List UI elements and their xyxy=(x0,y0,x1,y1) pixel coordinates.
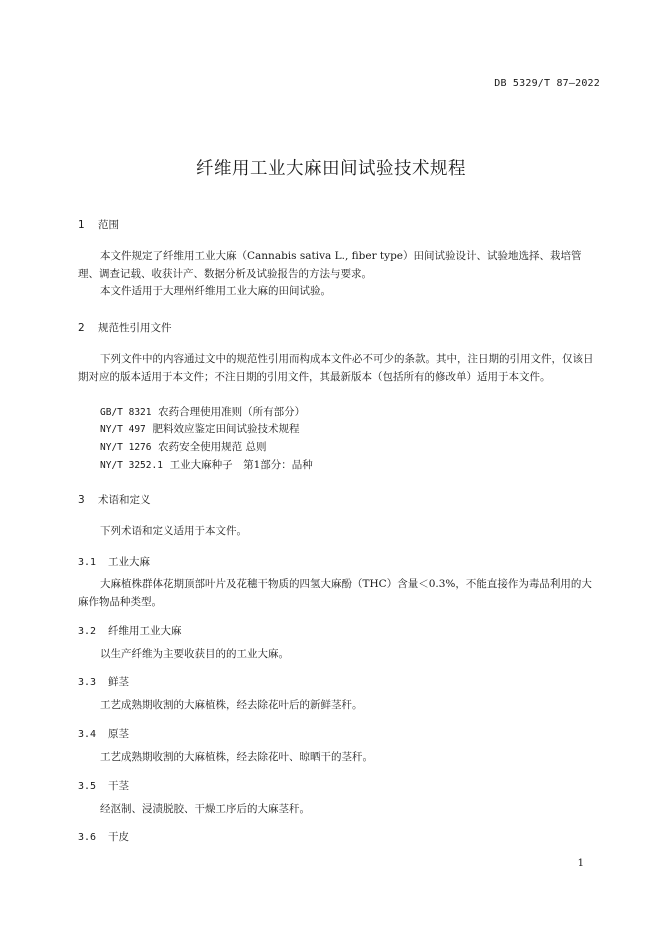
definition-text: 大麻植株群体花期顶部叶片及花穗干物质的四氢大麻酚（THC）含量＜0.3%，不能直接作为毒品利用的大麻作物品种类型。 xyxy=(78,578,592,608)
section-1-heading xyxy=(78,217,119,232)
term-number: 3.3 xyxy=(78,677,97,688)
paragraph-text: 下列术语和定义适用于本文件。 xyxy=(100,525,247,537)
section-3-heading xyxy=(78,492,151,507)
term-number: 3.2 xyxy=(78,626,97,637)
reference-title: 肥料效应鉴定田间试验技术规程 xyxy=(152,423,300,435)
page-number: 1 xyxy=(577,858,584,869)
term-heading xyxy=(78,623,182,638)
section-3-paragraph-1 xyxy=(78,523,600,541)
term-definition xyxy=(78,576,600,611)
section-1-paragraph-1 xyxy=(78,248,600,283)
reference-title: 农药安全使用规范 总则 xyxy=(158,441,267,453)
term-heading xyxy=(78,726,129,741)
reference-title: 农药合理使用准则（所有部分） xyxy=(158,406,306,418)
reference-title: 工业大麻种子 第1部分：品种 xyxy=(169,459,313,471)
term-number: 3.4 xyxy=(78,729,97,740)
term-heading xyxy=(78,674,129,689)
section-2-paragraph-1 xyxy=(78,351,600,386)
term-definition xyxy=(78,801,600,819)
reference-code: GB/T 8321 xyxy=(100,407,152,418)
definition-text: 以生产纤维为主要收获目的的工业大麻。 xyxy=(100,648,289,660)
term-name: 工业大麻 xyxy=(108,556,150,568)
term-number: 3.1 xyxy=(78,557,97,568)
section-number: 3 xyxy=(78,494,85,506)
term-name: 纤维用工业大麻 xyxy=(108,625,182,637)
term-number: 3.5 xyxy=(78,781,97,792)
section-title: 规范性引用文件 xyxy=(98,322,172,334)
standard-number: DB 5329/T 87—2022 xyxy=(494,78,600,89)
section-number: 1 xyxy=(78,219,85,231)
definition-text: 工艺成熟期收割的大麻植株，经去除花叶、晾晒干的茎秆。 xyxy=(100,751,373,763)
section-title: 范围 xyxy=(98,219,119,231)
term-definition xyxy=(78,749,600,767)
term-definition xyxy=(78,697,600,715)
term-number: 3.6 xyxy=(78,832,97,843)
definition-text: 工艺成熟期收割的大麻植株，经去除花叶后的新鲜茎秆。 xyxy=(100,699,363,711)
reference-item xyxy=(100,404,305,419)
term-name: 原茎 xyxy=(108,728,129,740)
term-heading xyxy=(78,829,129,844)
term-heading xyxy=(78,778,129,793)
term-name: 干茎 xyxy=(108,780,129,792)
section-2-heading xyxy=(78,320,172,335)
term-name: 鲜茎 xyxy=(108,676,129,688)
term-heading xyxy=(78,554,150,569)
reference-item xyxy=(100,439,267,454)
reference-code: NY/T 497 xyxy=(100,424,146,435)
reference-code: NY/T 1276 xyxy=(100,442,152,453)
document-title: 纤维用工业大麻田间试验技术规程 xyxy=(196,159,466,179)
section-title: 术语和定义 xyxy=(98,494,151,506)
paragraph-text: 本文件适用于大理州纤维用工业大麻的田间试验。 xyxy=(100,285,331,297)
definition-text: 经沤制、浸渍脱胶、干燥工序后的大麻茎秆。 xyxy=(100,803,310,815)
paragraph-text: 本文件规定了纤维用工业大麻（Cannabis sativa L., fiber type）田间试验设计、试验地选择、栽培管理、调查记载、收获计产、数据分析及试验报告的方法与要求。 xyxy=(78,250,582,280)
term-definition xyxy=(78,646,600,664)
reference-code: NY/T 3252.1 xyxy=(100,460,163,471)
term-name: 干皮 xyxy=(108,831,129,843)
section-1-paragraph-2 xyxy=(78,283,600,301)
reference-item xyxy=(100,457,313,472)
paragraph-text: 下列文件中的内容通过文中的规范性引用而构成本文件必不可少的条款。其中，注日期的引用文件，仅该日期对应的版本适用于本文件；不注日期的引用文件，其最新版本（包括所有的修改单）适用于本文件。 xyxy=(78,353,594,383)
reference-item xyxy=(100,421,299,436)
section-number: 2 xyxy=(78,322,85,334)
